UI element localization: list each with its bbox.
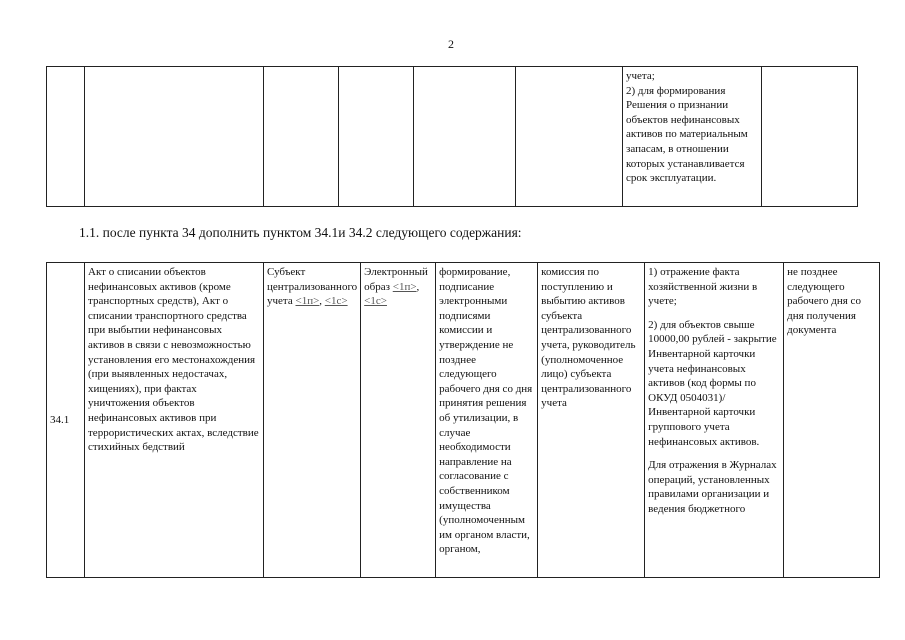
cell-purpose	[623, 67, 762, 207]
cell-empty	[414, 67, 516, 207]
purpose-paragraph-2: 2) для объектов свыше 10000,00 рублей - закрытие Инвентарной карточки учета нефинансовых активов (код формы по ОКУД 0504031)/Инвентарной карточки группового учета нефинансовых активов.	[648, 318, 777, 448]
format-text: Электронный образ	[364, 266, 428, 293]
footnote-link[interactable]: <1п>	[392, 280, 417, 293]
row-number: 34.1	[47, 263, 85, 578]
footnote-link[interactable]: <1с>	[324, 295, 348, 308]
cell-empty	[264, 67, 339, 207]
cell-empty	[85, 67, 264, 207]
row-34-1-table	[46, 262, 880, 578]
cell-document: Акт о списании объектов нефинансовых активов (кроме транспортных средств), Акт о списании транспортного средства при выбытии нефинансовых активов в связи с невозможностью установления его местонахождения (при выявленных недостачах, хищениях), при фактах уничтожения объектов нефинансовых активов при террористических актах, вследствие стихийных бедствий	[85, 263, 264, 578]
creator-text: Субъект централизованного учета	[267, 266, 358, 308]
cell-empty	[516, 67, 623, 207]
purpose-line-2: 2) для формирования Решения о признании объектов нефинансовых активов по материальным запасам, в отношении которых устанавливается срок эксплуатации.	[626, 84, 748, 185]
section-heading: 1.1. после пункта 34 дополнить пунктом 34.1и 34.2 следующего содержания:	[79, 225, 522, 240]
purpose-paragraph-1: 1) отражение факта хозяйственной жизни в учете;	[648, 266, 758, 308]
cell-deadline: формирование, подписание электронными подписями комиссии и утверждение не позднее следующего рабочего дня со дня принятия решения об утилизации, в случае необходимости направление на согласование с собственником имущества (уполномоченным им органом власти, органом,	[436, 263, 538, 578]
table-row	[47, 67, 858, 207]
separator: ,	[416, 280, 420, 293]
cell-format	[361, 263, 436, 578]
cell-creator	[264, 263, 361, 578]
page-number: 2	[448, 37, 454, 51]
cell-empty	[47, 67, 85, 207]
separator: ,	[319, 295, 325, 308]
cell-purpose	[645, 263, 784, 578]
cell-responsible: комиссия по поступлению и выбытию активов субъекта централизованного учета, руководитель (уполномоченное лицо) субъекта централизованного учета	[538, 263, 645, 578]
continued-table	[46, 66, 858, 207]
purpose-paragraph-3: Для отражения в Журналах операций, установленных правилами организации и ведения бюджетного	[648, 459, 777, 515]
purpose-line-1: учета;	[626, 70, 655, 82]
footnote-link[interactable]: <1с>	[364, 295, 387, 308]
cell-empty	[762, 67, 858, 207]
cell-empty	[339, 67, 414, 207]
cell-due: не позднее следующего рабочего дня со дня получения документа	[784, 263, 880, 578]
footnote-link[interactable]: <1п>	[295, 295, 320, 308]
table-row	[47, 263, 880, 578]
